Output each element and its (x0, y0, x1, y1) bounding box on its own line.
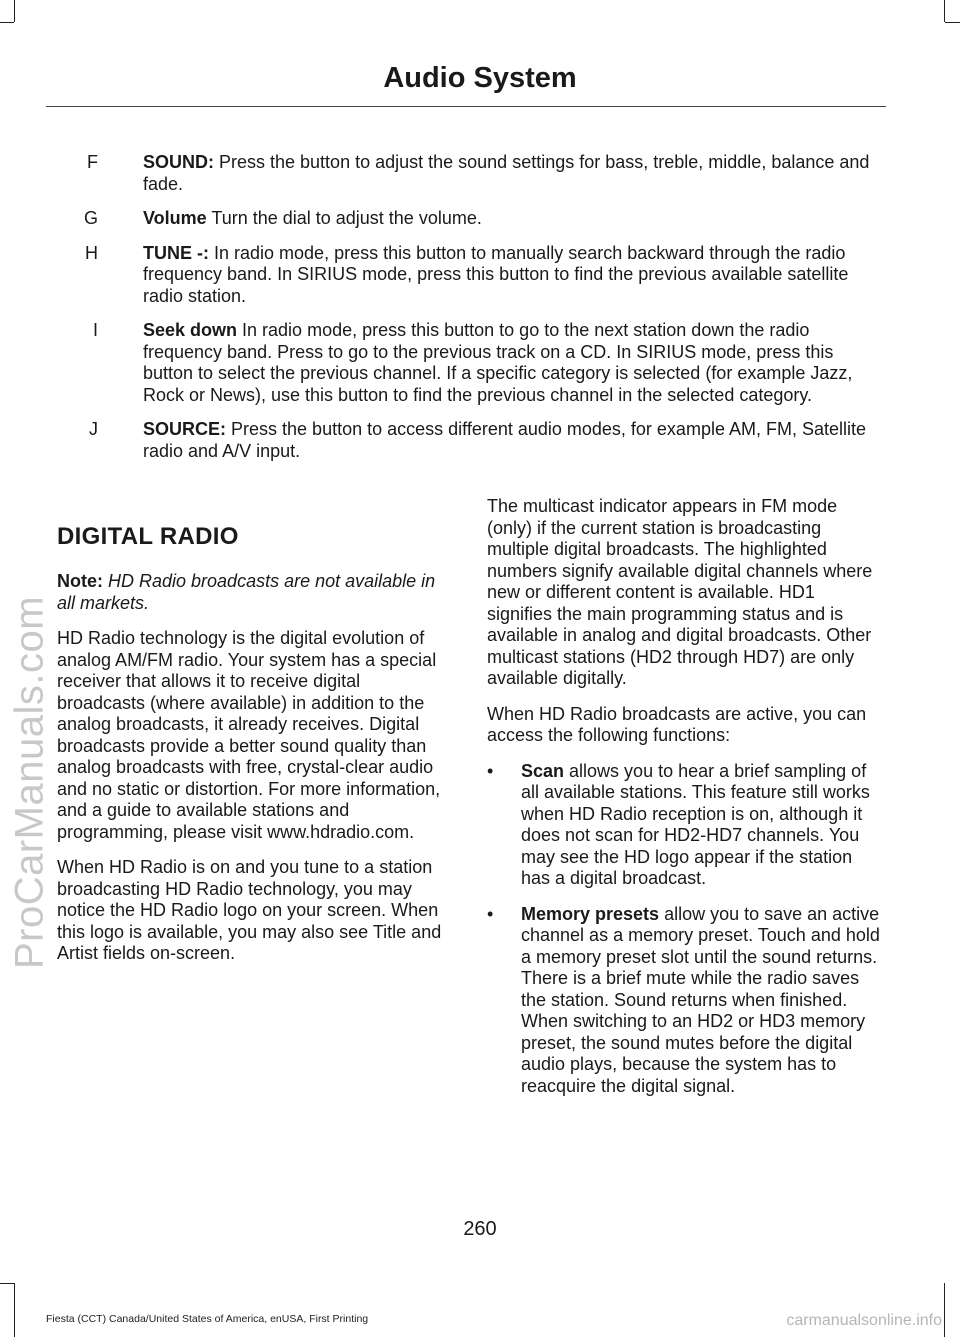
list-item-term: Memory presets (521, 903, 660, 924)
watermark-bottom: carmanualsonline.info (786, 1312, 942, 1329)
right-column (487, 496, 883, 1111)
definition-description: Turn the dial to adjust the volume. (206, 208, 482, 228)
footer-edition: Fiesta (CCT) Canada/United States of America, enUSA, First Printing (46, 1313, 369, 1325)
definition-description: In radio mode, press this button to manually search backward through the radio frequency band. In SIRIUS mode, press this button to find the previous available satellite radio station. (143, 242, 849, 306)
crop-mark-top-right-v (944, 0, 945, 22)
definition-text (143, 419, 880, 462)
definition-description: Press the button to adjust the sound settings for bass, treble, middle, balance and fade. (143, 152, 870, 194)
crop-mark-top-left-h (0, 22, 14, 23)
section-heading: DIGITAL RADIO (57, 523, 239, 550)
definition-letter: F (87, 152, 98, 172)
watermark-side: ProCarManuals.com (7, 595, 52, 970)
definition-description: Press the button to access different audio modes, for example AM, FM, Satellite radio and A/V input. (143, 419, 866, 461)
definition-item (56, 152, 880, 195)
paragraph-multicast: The multicast indicator appears in FM mode (only) if the current station is broadcasting multiple digital broadcasts. The highlighted numbers signify available digital channels where new or different content is available. HD1 signifies the main programming status and is available in analog and digital broadcasts. Other multicast stations (HD2 through HD7) are only available digitally. (487, 496, 873, 688)
bullet-icon: • (487, 760, 494, 781)
list-item (487, 761, 883, 890)
definition-item (56, 208, 880, 230)
crop-mark-bottom-left-v (14, 1283, 15, 1337)
paragraph-hd-logo: When HD Radio is on and you tune to a station broadcasting HD Radio technology, you may notice the HD Radio logo on your screen. When this logo is available, you may also see Title and Artist fields on-screen. (57, 857, 442, 963)
crop-mark-top-right-h (945, 22, 960, 23)
note-label: Note: (57, 571, 103, 591)
note (57, 571, 449, 614)
page-title: Audio System (383, 62, 577, 94)
definition-description: In radio mode, press this button to go to the next station down the radio frequency band. Press to go to the previous track on a CD. In SIRIUS mode, press this button to select the previous channel. If a specific category is selected (for example Jazz, Rock or News), use this button to find the previous channel in the selected category. (143, 320, 853, 405)
definition-letter: J (89, 419, 98, 439)
definition-term: TUNE -: (143, 242, 209, 263)
list-item-text: allow you to save an active channel as a memory preset. Touch and hold a memory preset slot until the sound returns. There is a brief mute while the radio saves the station. Sound returns when finished. When switching to an HD2 or HD3 memory preset, the sound mutes before the digital audio plays, because the system has to reacquire the digital signal. (521, 903, 880, 1096)
definition-letter: G (83, 208, 98, 228)
definition-text (143, 320, 880, 406)
functions-list (487, 761, 883, 1098)
definition-item (56, 243, 880, 308)
list-item (487, 904, 883, 1098)
left-column (57, 523, 449, 979)
crop-mark-top-left-v (14, 0, 15, 22)
note-text: HD Radio broadcasts are not available in all markets. (57, 571, 436, 613)
definition-term: SOURCE: (143, 419, 227, 439)
definition-letter: I (92, 320, 98, 340)
definition-item (56, 320, 880, 406)
definition-text (143, 243, 880, 308)
paragraph-hd-technology: HD Radio technology is the digital evolution of analog AM/FM radio. Your system has a special receiver that allows it to receive digital broadcasts (where available) in addition to the analog broadcasts, it already receives. Digital broadcasts provide a better sound quality than analog broadcasts with free, crystal-clear audio and no static or distortion. For more information, and a guide to available stations and programming, please visit www.hdradio.com. (57, 628, 441, 842)
definition-text (143, 152, 880, 195)
title-divider (46, 106, 886, 107)
definition-text (143, 208, 880, 230)
definition-term: SOUND: (143, 152, 214, 172)
definition-term: Seek down (143, 320, 238, 340)
page-number: 260 (463, 1218, 497, 1240)
definition-letter: H (85, 242, 98, 263)
definition-item (56, 419, 880, 462)
list-item-term: Scan (521, 760, 565, 781)
paragraph-functions-intro: When HD Radio broadcasts are active, you can access the following functions: (487, 703, 867, 745)
definition-term: Volume (143, 208, 207, 228)
crop-mark-bottom-left-h (0, 1283, 14, 1284)
crop-mark-bottom-right-v (944, 1283, 945, 1337)
list-item-text: allows you to hear a brief sampling of all available stations. This feature still works when HD Radio reception is on, although it does not scan for HD2-HD7 channels. You may see the HD logo appear if the station has a digital broadcast. (521, 760, 870, 888)
definition-list (56, 152, 880, 475)
bullet-icon: • (487, 903, 494, 924)
